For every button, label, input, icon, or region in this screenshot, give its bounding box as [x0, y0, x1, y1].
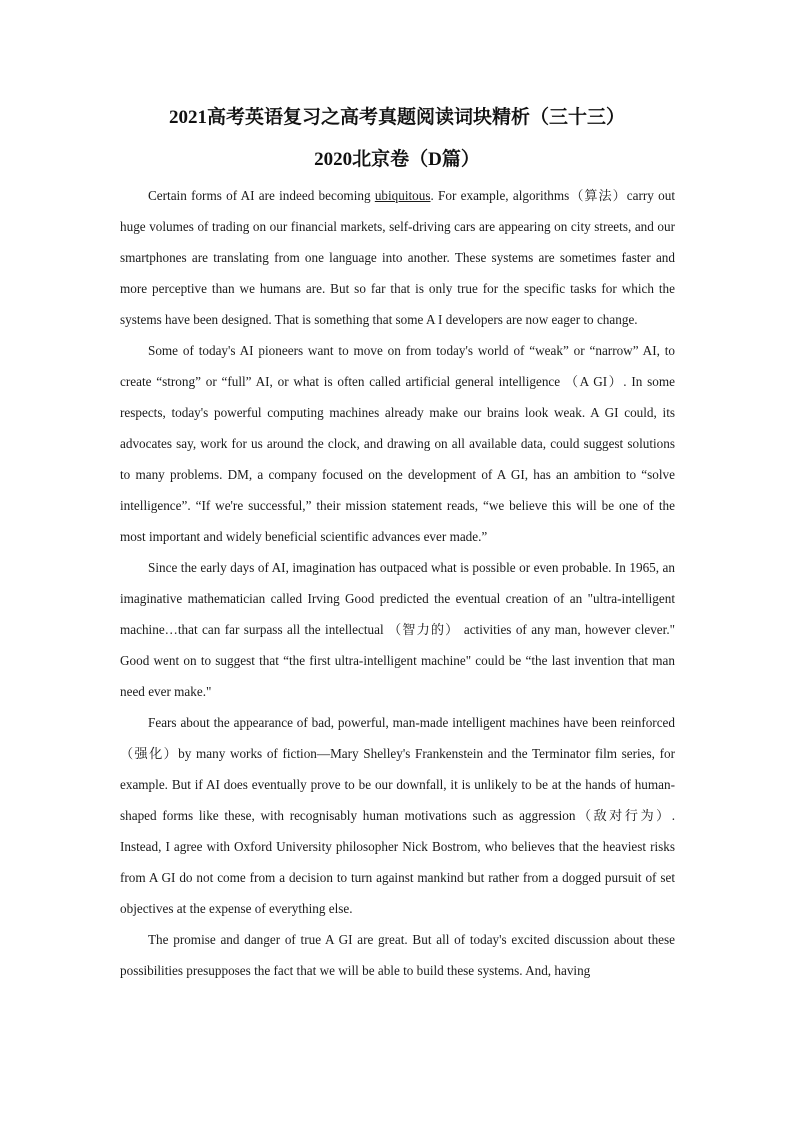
- underlined-word: ubiquitous: [374, 188, 431, 203]
- paragraph-4: Fears about the appearance of bad, powerful, man-made intelligent machines have been reinforced（强化）by many works of fiction—Mary Shelley's Frankenstein and the Terminator film series, for example. But if AI does eventually prove to be our downfall, it is unlikely to be at the hands of human-shaped forms like these, with recognisably human motivations such as aggression（敌对行为）. Instead, I agree with Oxford University philosopher Nick Bostrom, who believes that the heaviest risks from A GI do not come from a decision to turn against mankind but rather from a dogged pursuit of set objectives at the expense of everything else.: [120, 715, 675, 916]
- document-title: 2021高考英语复习之高考真题阅读词块精析（三十三）: [168, 107, 625, 128]
- document-subtitle: 2020北京卷（D篇）: [314, 149, 480, 170]
- paragraph-2: Some of today's AI pioneers want to move on from today's world of “weak” or “narrow” AI, to create “strong” or “full” AI, or what is often called artificial general intelligence （A GI）. In some respects, today's powerful computing machines already make our brains look weak. A GI could, its advocates say, work for us around the clock, and drawing on all available data, could suggest solutions to many problems. DM, a company focused on the development of A GI, has an ambition to “solve intelligence”. “If we're successful,” their mission statement reads, “we believe this will be one of the most important and widely beneficial scientific advances ever made.”: [120, 343, 675, 544]
- paragraph-1-text-start: Certain forms of AI are indeed becoming: [148, 188, 375, 203]
- paragraph-3: Since the early days of AI, imagination has outpaced what is possible or even probable. In 1965, an imaginative mathematician called Irving Good predicted the eventual creation of an "ultra-intelligent machine…that can far surpass all the intellectual （智力的） activities of any man, however clever." Good went on to suggest that “the first ultra-intelligent machine" could be “the last invention that man need ever make.": [120, 560, 675, 699]
- paragraph-1: [120, 180, 675, 335]
- paragraph-1-text-end: . For example, algorithms（算法）carry out huge volumes of trading on our financial markets, self-driving cars are appearing on city streets, and our smartphones are translating from one language into another. These systems are sometimes faster and more perceptive than we humans are. But so far that is only true for the specific tasks for which the systems have been designed. That is something that some A I developers are now eager to change.: [120, 188, 675, 327]
- article-body: [120, 180, 675, 986]
- paragraph-5: The promise and danger of true A GI are great. But all of today's excited discussion about these possibilities presupposes the fact that we will be able to build these systems. And, having: [120, 932, 675, 978]
